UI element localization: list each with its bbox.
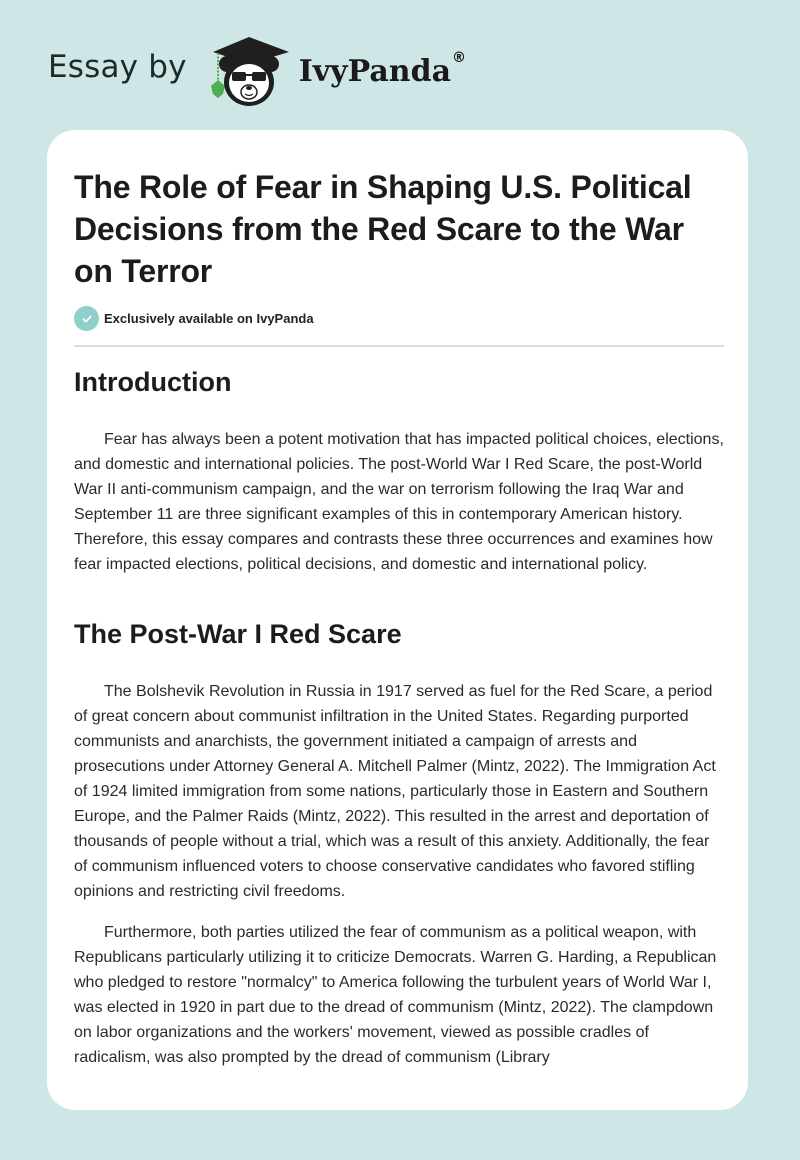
paragraph-red-scare-2: Furthermore, both parties utilized the fear of communism as a political weapon, with Republicans particularly utilizing it to criticize Democrats. Warren G. Harding, a Republican who pledged to restore "normalcy" to America following the turbulent years of World War I, was elected in 1920 in part due to the dread of communism (Mintz, 2022). The clampdown on labor organizations and the workers' movement, viewed as possible cradles of radicalism, was also prompted by the dread of communism (Library — [74, 924, 717, 1066]
exclusive-badge — [74, 306, 314, 331]
registered-mark: ® — [452, 49, 467, 66]
brand-name-text: IvyPanda — [298, 53, 452, 89]
page-title: The Role of Fear in Shaping U.S. Political Decisions from the Red Scare to the War on Terror — [74, 169, 692, 289]
paragraph-red-scare-1: The Bolshevik Revolution in Russia in 1917 served as fuel for the Red Scare, a period of great concern about communist infiltration in the United States. Regarding purported communists and anarchists, the government initiated a campaign of arrests and prosecutions under Attorney General A. Mitchell Palmer (Mintz, 2022). The Immigration Act of 1924 limited immigration from some nations, particularly those in Eastern and Southern Europe, and the Palmer Raids (Mintz, 2022). This resulted in the arrest and deportation of thousands of people without a trial, which was a result of this anxiety. Additionally, the fear of communism influenced voters to choose conservative candidates who favored stifling opinions and restricting civil freedoms. — [74, 683, 716, 900]
exclusive-badge-text: Exclusively available on IvyPanda — [104, 311, 314, 326]
title-divider — [74, 345, 724, 347]
section-heading-red-scare: The Post-War I Red Scare — [74, 619, 402, 649]
brand-prefix: Essay by — [48, 49, 187, 85]
section-heading-introduction: Introduction — [74, 367, 232, 397]
check-circle-icon — [74, 306, 99, 331]
essay-card — [47, 130, 748, 1110]
panda-graduate-logo-icon[interactable] — [205, 30, 293, 110]
brand-name[interactable] — [298, 49, 467, 89]
brand-header — [48, 30, 466, 110]
paragraph-introduction: Fear has always been a potent motivation that has impacted political choices, elections, and domestic and international policies. The post-World War I Red Scare, the post-World War II anti-communism campaign, and the war on terrorism following the Iraq War and September 11 are three significant examples of this in contemporary American history. Therefore, this essay compares and contrasts these three occurrences and examines how fear impacted elections, political decisions, and domestic and international policy. — [74, 431, 724, 573]
